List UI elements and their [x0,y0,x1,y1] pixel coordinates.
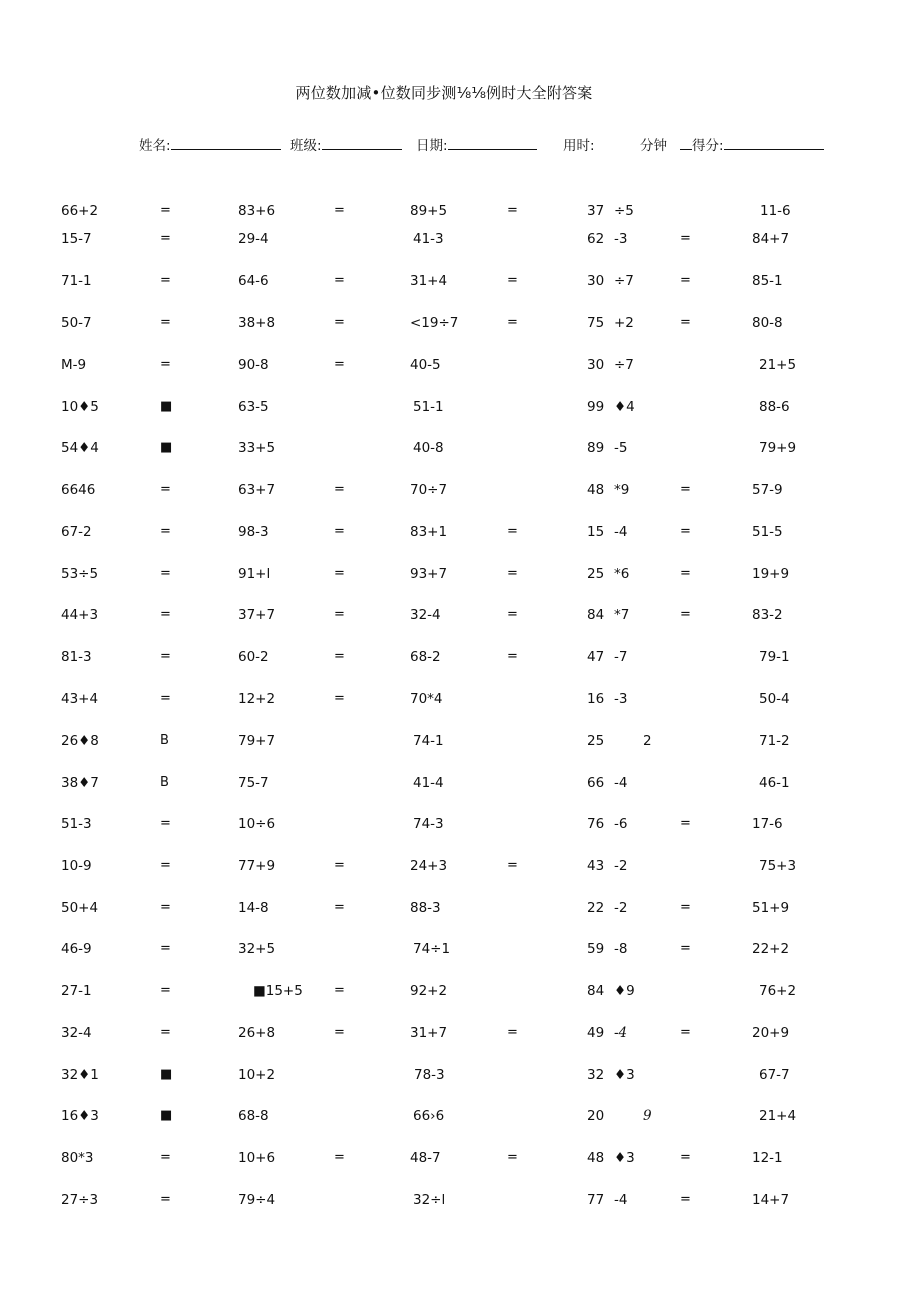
problem-col2: 79÷4 [238,1192,276,1208]
problem-col1: 27÷3 [61,1192,99,1208]
problem-col4-number: 16 [587,691,605,707]
problem-col4-number: 30 [587,357,605,373]
problem-col4-operand: -4 [614,1025,628,1041]
problem-col4-operand: ♦3 [614,1067,635,1083]
problem-col4-number: 89 [587,440,605,456]
equals-col2: = [334,482,345,497]
equals-col1: = [160,482,171,497]
problem-col2: 91+l [238,566,271,582]
problem-col5: 67-7 [759,1067,790,1083]
problem-col2: 63+7 [238,482,276,498]
equals-col4: = [680,1192,691,1207]
problem-col3: 74-3 [413,816,444,832]
problem-col2: 10+6 [238,1150,276,1166]
equals-col1: = [160,273,171,288]
worksheet-title: 两位数加减•位数同步测⅛⅛例时大全附答案 [295,84,593,102]
equals-col2: = [334,983,345,998]
problem-col4-operand: *9 [614,482,630,498]
problem-col1: 16♦3 [61,1108,99,1124]
problem-col1: 51-3 [61,816,92,832]
problem-col4-number: 59 [587,941,605,957]
score-label: 得分: [692,138,724,154]
problem-col2: 77+9 [238,858,276,874]
problem-col4-operand: ♦9 [614,983,635,999]
equals-col1: = [160,203,171,218]
equals-col3: = [507,273,518,288]
problem-col4-operand: -6 [614,816,628,832]
equals-col3: = [507,1150,518,1165]
problem-col3: <19÷7 [410,315,459,331]
equals-col4: = [680,524,691,539]
problem-col1: 15-7 [61,231,92,247]
equals-col1: = [160,566,171,581]
equals-col2: = [334,858,345,873]
problem-col2: 79+7 [238,733,276,749]
equals-col2: = [334,607,345,622]
problem-col5: 21+5 [759,357,797,373]
problem-col4-operand: +2 [614,315,634,331]
problem-col3: 93+7 [410,566,448,582]
problem-col1: 38♦7 [61,775,99,791]
problem-col2: 29-4 [238,231,269,247]
problem-col1: 44+3 [61,607,99,623]
equals-col1: B [160,775,169,790]
problem-col5: 17-6 [752,816,783,832]
problem-col3: 31+4 [410,273,448,289]
problem-col2: 75-7 [238,775,269,791]
problem-col1: 54♦4 [61,440,99,456]
problem-col3: 51-1 [413,399,444,415]
problem-col2: 14-8 [238,900,269,916]
problem-col3: 24+3 [410,858,448,874]
problem-col5: 79-1 [759,649,790,665]
date-label: 日期: [416,138,448,154]
time-label: 用时: [563,138,595,154]
equals-col2: = [334,900,345,915]
equals-col3: = [507,607,518,622]
problem-col4-number: 62 [587,231,605,247]
equals-col1: = [160,607,171,622]
problem-col3: 32-4 [410,607,441,623]
problem-col3: 68-2 [410,649,441,665]
equals-col1: = [160,524,171,539]
problem-col5: 80-8 [752,315,783,331]
problem-col2: 83+6 [238,203,276,219]
problem-col3: 66›6 [413,1108,445,1124]
equals-col3: = [507,524,518,539]
problem-col1: 71-1 [61,273,92,289]
problem-col5: 20+9 [752,1025,790,1041]
problem-col1: 10♦5 [61,399,99,415]
problem-col4-number: 32 [587,1067,605,1083]
problem-col2: ■15+5 [253,983,303,999]
problem-col4-number: 25 [587,733,605,749]
equals-col4: = [680,900,691,915]
problem-col3: 48-7 [410,1150,441,1166]
problem-col3: 74-1 [413,733,444,749]
problem-col4-number: 84 [587,607,605,623]
problem-col5: 19+9 [752,566,790,582]
problem-col4-operand: -4 [614,524,628,540]
problem-col4-number: 77 [587,1192,605,1208]
problem-col5: 83-2 [752,607,783,623]
problem-col5: 85-1 [752,273,783,289]
problem-col4-operand: ÷5 [614,203,634,219]
problem-col4-number: 49 [587,1025,605,1041]
problem-col3: 83+1 [410,524,448,540]
equals-col1: = [160,858,171,873]
equals-col2: = [334,691,345,706]
problem-col3: 70÷7 [410,482,448,498]
problem-col1: 32♦1 [61,1067,99,1083]
problem-col4-operand: -8 [614,941,628,957]
equals-col4: = [680,1025,691,1040]
problem-col1: 46-9 [61,941,92,957]
problem-col4-operand: -3 [614,231,628,247]
problem-col4-operand: ♦3 [614,1150,635,1166]
equals-col2: = [334,273,345,288]
problem-col4-number: 30 [587,273,605,289]
problem-col4-number: 48 [587,482,605,498]
problem-col4-operand: ÷7 [614,357,634,373]
problem-col4-number: 20 [587,1108,605,1124]
problem-col1: 43+4 [61,691,99,707]
problem-col4-number: 25 [587,566,605,582]
problem-col4-number: 75 [587,315,605,331]
equals-col2: = [334,1150,345,1165]
problem-col3: 40-8 [413,440,444,456]
problem-col4-operand: *7 [614,607,630,623]
problem-col3: 74÷1 [413,941,451,957]
problem-col3: 31+7 [410,1025,448,1041]
minute-label: 分钟 [640,138,667,154]
problem-col5: 22+2 [752,941,790,957]
problem-col1: 27-1 [61,983,92,999]
problem-col2: 32+5 [238,941,276,957]
equals-col1: = [160,357,171,372]
equals-col2: = [334,357,345,372]
problem-col3: 41-3 [413,231,444,247]
class-label: 班级: [290,138,322,154]
problem-col1: 32-4 [61,1025,92,1041]
problem-col5: 50-4 [759,691,790,707]
problem-col5: 51-5 [752,524,783,540]
problem-col1: M-9 [61,357,87,373]
equals-col4: = [680,231,691,246]
equals-col1: = [160,231,171,246]
problem-col4-operand: -2 [614,900,628,916]
problem-col5: 84+7 [752,231,790,247]
equals-col3: = [507,858,518,873]
equals-col1: = [160,1150,171,1165]
equals-col3: = [507,1025,518,1040]
equals-col2: = [334,524,345,539]
equals-col1: ■ [160,1108,173,1123]
problem-col2: 12+2 [238,691,276,707]
problem-col5: 57-9 [752,482,783,498]
equals-col2: = [334,566,345,581]
problem-col2: 90-8 [238,357,269,373]
equals-col3: = [507,649,518,664]
problem-col4-number: 15 [587,524,605,540]
problem-col4-operand: -3 [614,691,628,707]
equals-col2: = [334,1025,345,1040]
problem-col2: 38+8 [238,315,276,331]
equals-col1: ■ [160,1067,173,1082]
problem-col3: 78-3 [414,1067,445,1083]
problem-col5: 88-6 [759,399,790,415]
equals-col1: = [160,315,171,330]
problem-col1: 66+2 [61,203,99,219]
equals-col1: ■ [160,399,173,414]
problem-col5: 75+3 [759,858,797,874]
equals-col1: = [160,900,171,915]
equals-col1: = [160,691,171,706]
equals-col4: = [680,816,691,831]
problem-col4-operand: ÷7 [614,273,634,289]
problem-col3: 32÷l [413,1192,446,1208]
equals-col2: = [334,315,345,330]
problem-col5: 71-2 [759,733,790,749]
problem-col1: 6646 [61,482,96,498]
equals-col1: = [160,816,171,831]
problem-col2: 10+2 [238,1067,276,1083]
problem-col1: 81-3 [61,649,92,665]
equals-col1: B [160,733,169,748]
equals-col4: = [680,607,691,622]
problem-col4-number: 43 [587,858,605,874]
problem-col4-number: 84 [587,983,605,999]
problem-col4-operand: -4 [614,775,628,791]
problem-col4-operand: -4 [614,1192,628,1208]
problem-col3: 41-4 [413,775,444,791]
problem-col3: 40-5 [410,357,441,373]
name-label: 姓名: [139,138,171,154]
equals-col1: = [160,1025,171,1040]
problem-col2: 37+7 [238,607,276,623]
problem-col3: 88-3 [410,900,441,916]
problem-col3: 89+5 [410,203,448,219]
problem-col2: 63-5 [238,399,269,415]
problem-col5: 51+9 [752,900,790,916]
problem-col4-operand: -2 [614,858,628,874]
equals-col3: = [507,315,518,330]
problem-col2: 64-6 [238,273,269,289]
equals-col1: ■ [160,440,173,455]
problem-col2: 60-2 [238,649,269,665]
problem-col4-operand: ♦4 [614,399,635,415]
equals-col1: = [160,941,171,956]
equals-col4: = [680,482,691,497]
problem-col4-operand: -7 [614,649,628,665]
problem-col4-operand: 2 [643,733,652,749]
problem-col4-number: 66 [587,775,605,791]
problem-col5: 12-1 [752,1150,783,1166]
problem-col2: 26+8 [238,1025,276,1041]
problem-col4-operand: -5 [614,440,628,456]
problem-col1: 53÷5 [61,566,99,582]
equals-col4: = [680,941,691,956]
equals-col1: = [160,1192,171,1207]
problem-col2: 98-3 [238,524,269,540]
problem-col1: 50+4 [61,900,99,916]
problem-col4-operand: *6 [614,566,630,582]
equals-col2: = [334,649,345,664]
problem-col1: 10-9 [61,858,92,874]
problem-col5: 11-6 [760,203,791,219]
problem-col2: 68-8 [238,1108,269,1124]
equals-col4: = [680,1150,691,1165]
problem-col4-number: 99 [587,399,605,415]
problem-col2: 33+5 [238,440,276,456]
problem-col5: 46-1 [759,775,790,791]
problem-col1: 67-2 [61,524,92,540]
problem-col4-number: 76 [587,816,605,832]
problem-col5: 76+2 [759,983,797,999]
problem-col4-operand: 9 [643,1108,652,1124]
problem-col3: 70*4 [410,691,443,707]
problem-col5: 79+9 [759,440,797,456]
problem-col4-number: 37 [587,203,605,219]
problem-col1: 80*3 [61,1150,94,1166]
problem-col3: 92+2 [410,983,448,999]
problem-col1: 26♦8 [61,733,99,749]
equals-col3: = [507,566,518,581]
equals-col4: = [680,566,691,581]
problem-col4-number: 48 [587,1150,605,1166]
problem-col5: 14+7 [752,1192,790,1208]
equals-col4: = [680,273,691,288]
problem-col1: 50-7 [61,315,92,331]
equals-col1: = [160,649,171,664]
equals-col2: = [334,203,345,218]
problem-col5: 21+4 [759,1108,797,1124]
problem-col2: 10÷6 [238,816,276,832]
problem-col4-number: 47 [587,649,605,665]
equals-col3: = [507,203,518,218]
problem-col4-number: 22 [587,900,605,916]
equals-col1: = [160,983,171,998]
equals-col4: = [680,315,691,330]
